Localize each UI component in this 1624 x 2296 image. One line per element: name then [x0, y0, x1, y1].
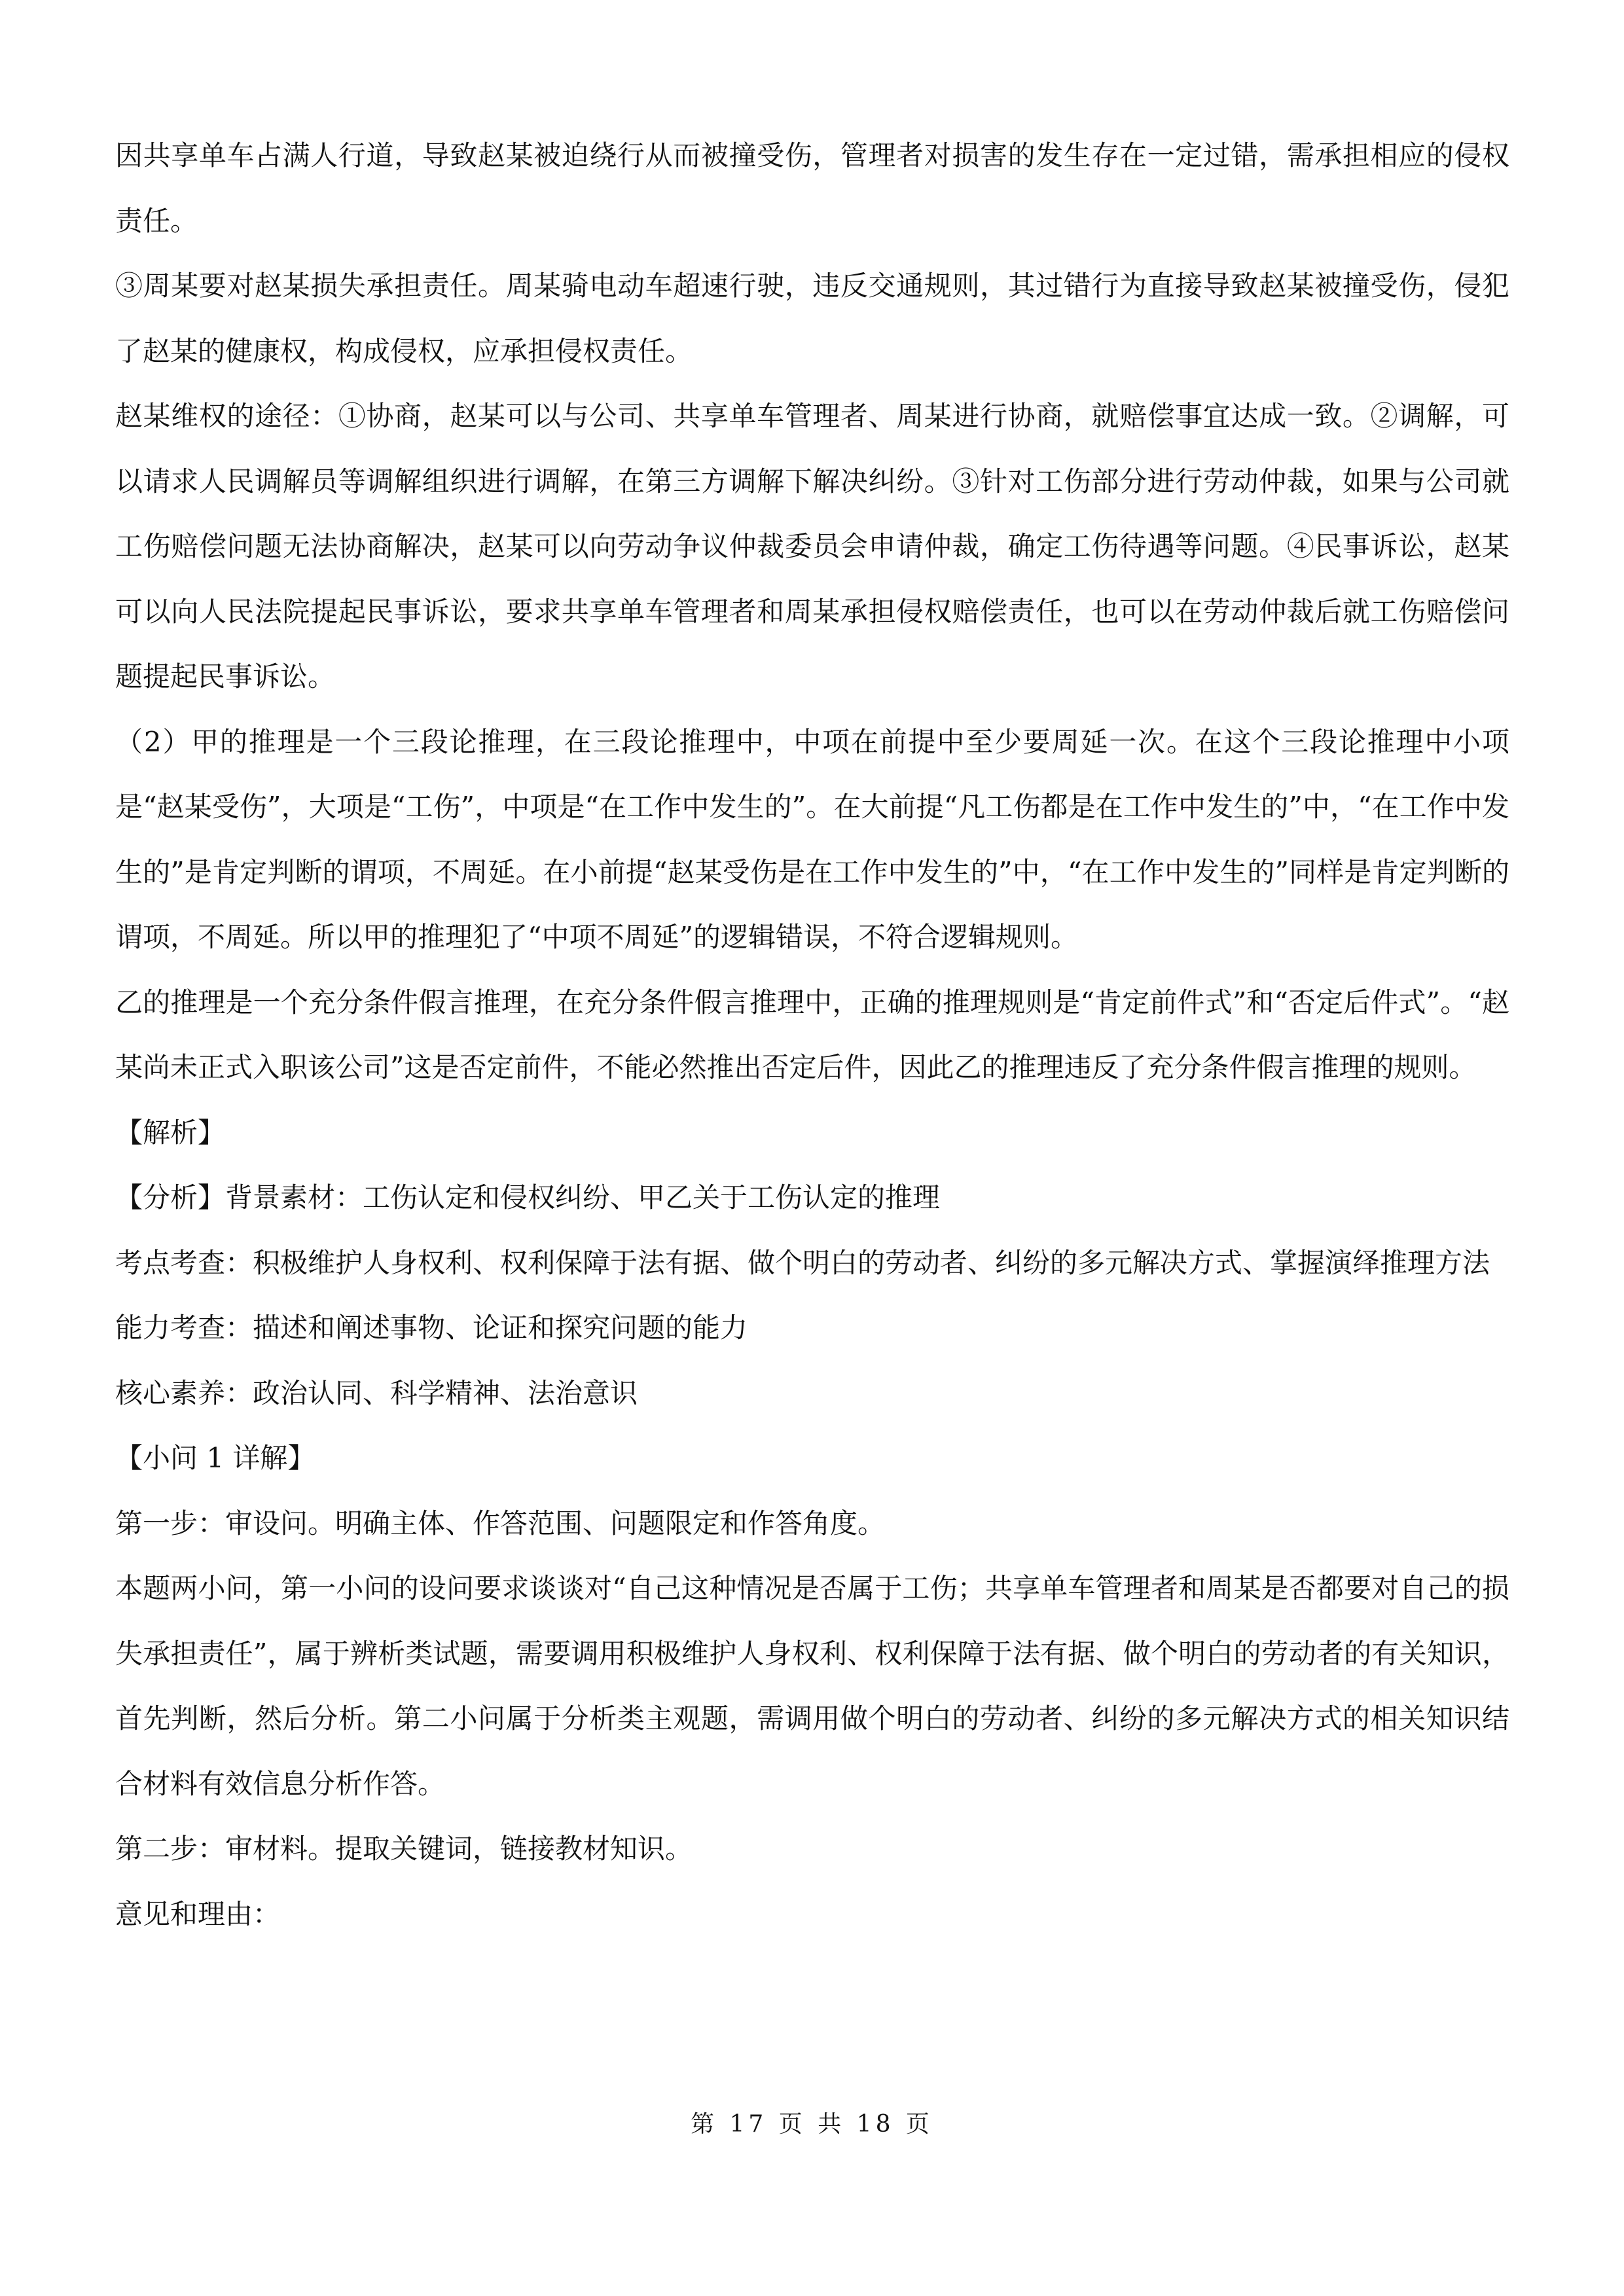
paragraph-step-one: 第一步：审设问。明确主体、作答范围、问题限定和作答角度。 — [115, 1507, 886, 1539]
paragraph-hypothetical-reasoning: 乙的推理是一个充分条件假言推理，在充分条件假言推理中，正确的推理规则是“肯定前件式”和“否定后件式”。“赵某尚未正式入职该公司”这是否定前件，不能必然推出否定后件，因此乙的推理违反了充分条件假言推理的规则。 — [115, 986, 1509, 1083]
paragraph-tort-liability-continued: 因共享单车占满人行道，导致赵某被迫绕行从而被撞受伤，管理者对损害的发生存在一定过错，需承担相应的侵权责任。 — [115, 139, 1509, 237]
paragraph-syllogism-analysis: （2）甲的推理是一个三段论推理，在三段论推理中，中项在前提中至少要周延一次。在这个三段论推理中小项是“赵某受伤”，大项是“工伤”，中项是“在工作中发生的”。在大前提“凡工伤都是在工作中发生的”中，“在工作中发生的”是肯定判断的谓项，不周延。在小前提“赵某受伤是在工作中发生的”中，“在工作中发生的”同样是肯定判断的谓项，不周延。所以甲的推理犯了“中项不周延”的逻辑错误，不符合逻辑规则。 — [115, 725, 1509, 953]
paragraph-rights-protection-routes: 赵某维权的途径：①协商，赵某可以与公司、共享单车管理者、周某进行协商，就赔偿事宜达成一致。②调解，可以请求人民调解员等调解组织进行调解，在第三方调解下解决纠纷。③针对工伤部分进行劳动仲裁，如果与公司就工伤赔偿问题无法协商解决，赵某可以向劳动争议仲裁委员会申请仲裁，确定工伤待遇等问题。④民事诉讼，赵某可以向人民法院提起民事诉讼，要求共享单车管理者和周某承担侵权赔偿责任，也可以在劳动仲裁后就工伤赔偿问题提起民事诉讼。 — [115, 400, 1509, 692]
paragraph-background-material: 【分析】背景素材：工伤认定和侵权纠纷、甲乙关于工伤认定的推理 — [115, 1181, 941, 1213]
paragraph-exam-points: 考点考查：积极维护人身权利、权利保障于法有据、做个明白的劳动者、纠纷的多元解决方式、掌握演绎推理方法 — [115, 1246, 1490, 1279]
paragraph-ability-assessment: 能力考查：描述和阐述事物、论证和探究问题的能力 — [115, 1312, 748, 1344]
page-footer: 第 17 页 共 18 页 — [691, 2111, 933, 2138]
paragraph-zhou-liability: ③周某要对赵某损失承担责任。周某骑电动车超速行驶，违反交通规则，其过错行为直接导致赵某被撞受伤，侵犯了赵某的健康权，构成侵权，应承担侵权责任。 — [115, 270, 1509, 367]
heading-question-1-detail: 【小问 1 详解】 — [115, 1442, 316, 1474]
paragraph-opinions-reasons: 意见和理由： — [115, 1897, 281, 1930]
paragraph-core-literacy: 核心素养：政治认同、科学精神、法治意识 — [115, 1376, 638, 1409]
heading-analysis: 【解析】 — [115, 1116, 226, 1149]
document-body — [115, 123, 1509, 1946]
paragraph-step-two: 第二步：审材料。提取关键词，链接教材知识。 — [115, 1833, 693, 1865]
paragraph-question-requirements: 本题两小问，第一小问的设问要求谈谈对“自己这种情况是否属于工伤；共享单车管理者和周某是否都要对自己的损失承担责任”，属于辨析类试题，需要调用积极维护人身权利、权利保障于法有据、做个明白的劳动者的有关知识，首先判断，然后分析。第二小问属于分析类主观题，需调用做个明白的劳动者、纠纷的多元解决方式的相关知识结合材料有效信息分析作答。 — [115, 1572, 1509, 1800]
